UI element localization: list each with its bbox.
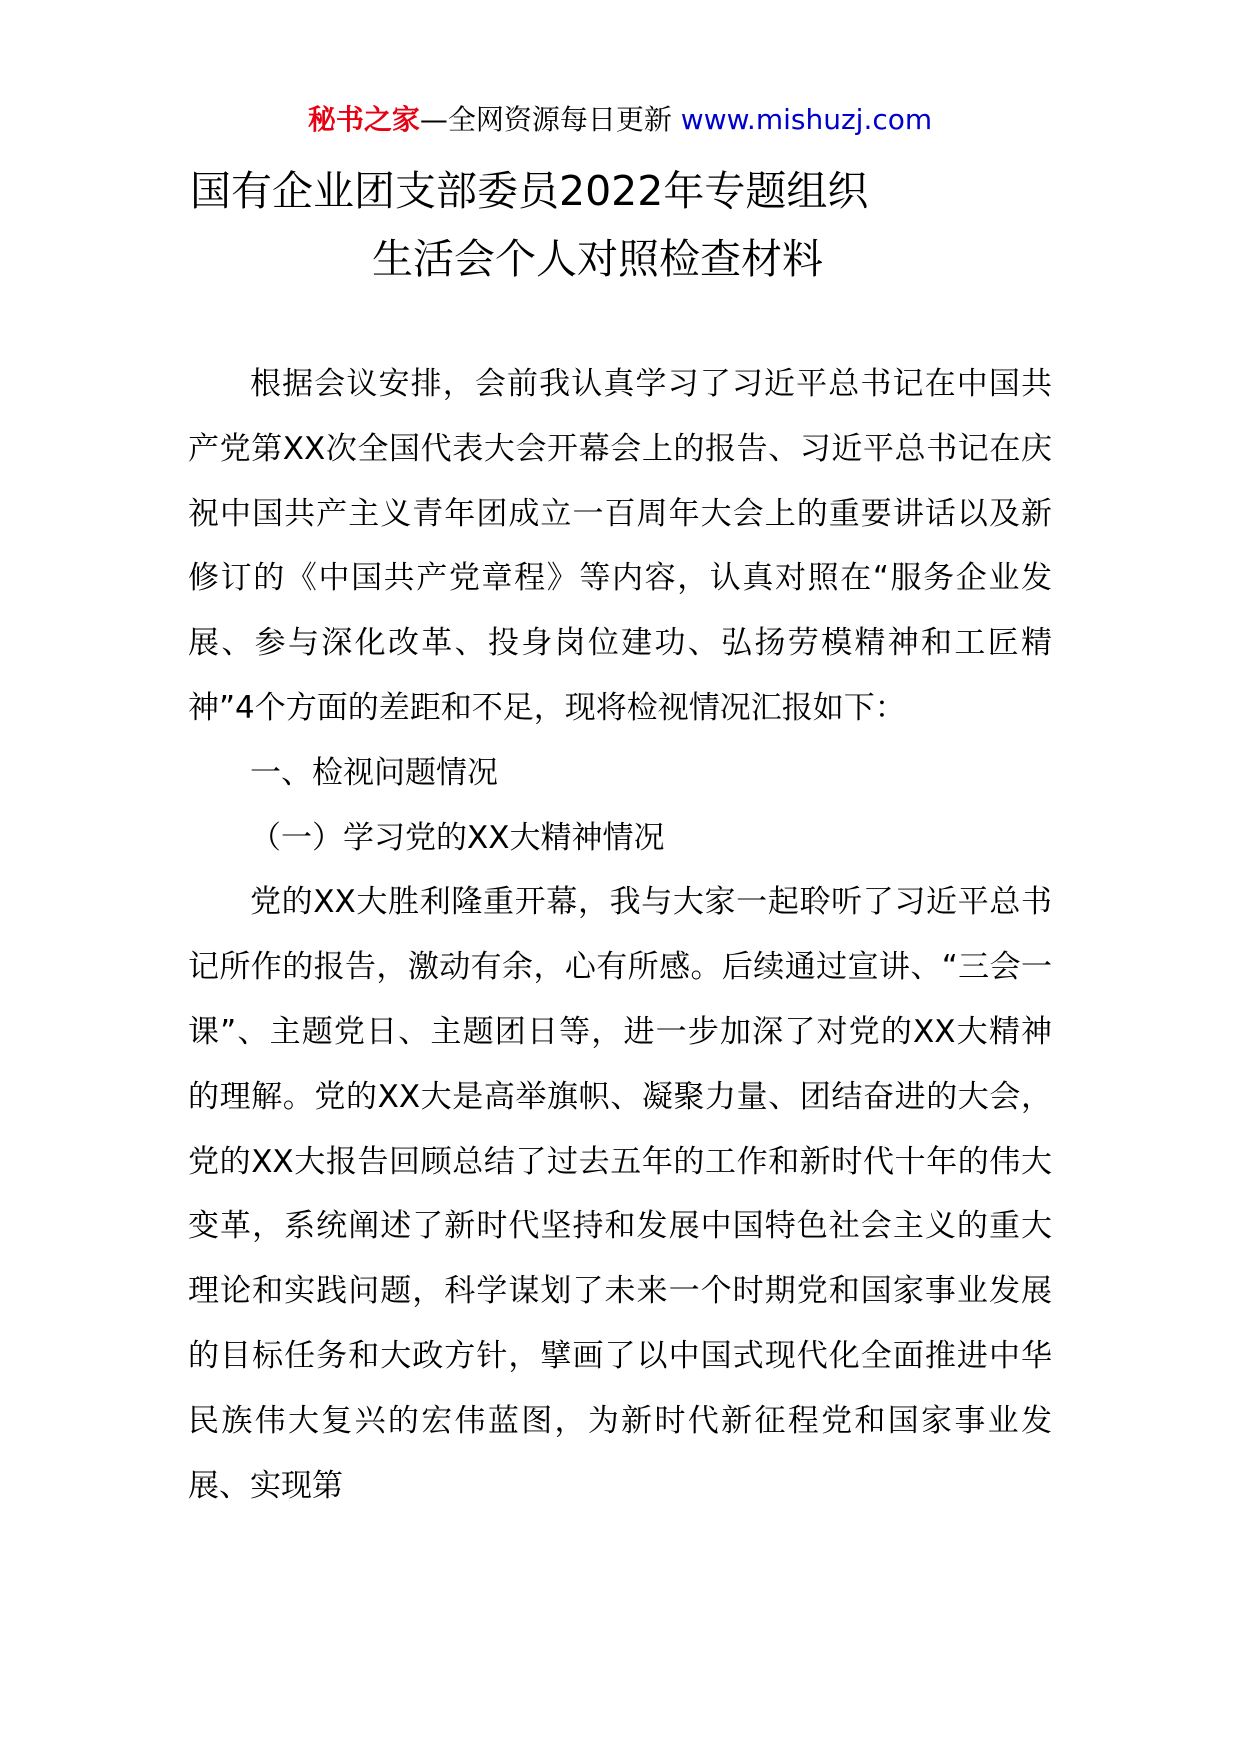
intro-paragraph: 根据会议安排，会前我认真学习了习近平总书记在中国共产党第XX次全国代表大会开幕会上的报告、习近平总书记在庆祝中国共产主义青年团成立一百周年大会上的重要讲话以及新修订的《中国共产党章程》等内容，认真对照在“服务企业发展、参与深化改革、投身岗位建功、弘扬劳模精神和工匠精神”4个方面的差距和不足，现将检视情况汇报如下： xyxy=(188,366,1052,726)
body-paragraph: 党的XX大胜利隆重开幕，我与大家一起聆听了习近平总书记所作的报告，激动有余，心有所感。后续通过宣讲、“三会一课”、主题党日、主题团日等，进一步加深了对党的XX大精神的理解。党的XX大是高举旗帜、凝聚力量、团结奋进的大会，党的XX大报告回顾总结了过去五年的工作和新时代十年的伟大变革，系统阐述了新时代坚持和发展中国特色社会主义的重大理论和实践问题，科学谋划了未来一个时期党和国家事业发展的目标任务和大政方针，擘画了以中国式现代化全面推进中华民族伟大复兴的宏伟蓝图，为新时代新征程党和国家事业发展、实现第 xyxy=(188,884,1052,1504)
document-body xyxy=(188,352,1052,1518)
document-title-line-2: 生活会个人对照检查材料 xyxy=(372,235,823,283)
document-title-line-1: 国有企业团支部委员2022年专题组织 xyxy=(190,167,869,215)
section-heading: 一、检视问题情况 xyxy=(250,754,498,791)
site-slogan: —全网资源每日更新 xyxy=(419,103,672,136)
site-header xyxy=(0,100,1240,140)
subsection-heading: （一）学习党的XX大精神情况 xyxy=(250,819,665,856)
brand-name: 秘书之家 xyxy=(307,103,420,136)
site-url-link[interactable]: www.mishuzj.com xyxy=(680,103,933,136)
